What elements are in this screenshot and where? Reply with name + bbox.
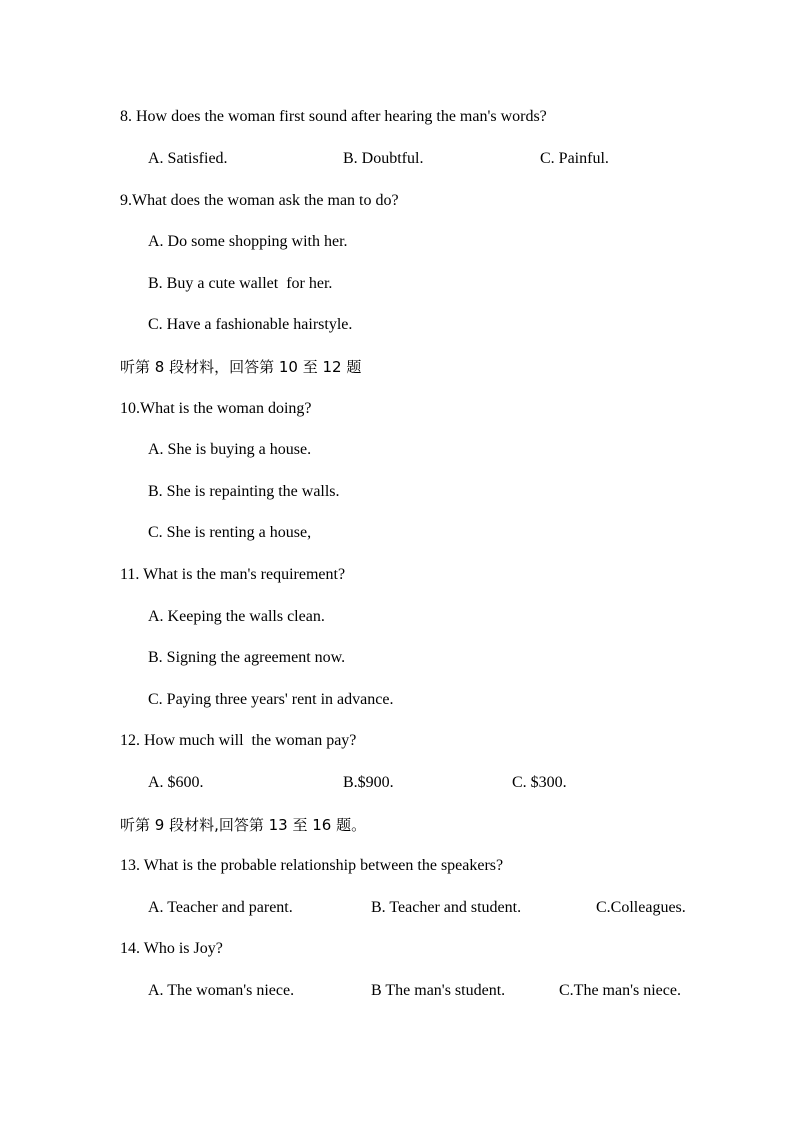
- question-14-option-a: A. The woman's niece.: [148, 982, 295, 999]
- question-12-option-a: A. $600.: [148, 774, 204, 791]
- question-9-option-c: C. Have a fashionable hairstyle.: [148, 316, 353, 333]
- question-12-options: [148, 773, 708, 793]
- question-8-option-b: B. Doubtful.: [343, 150, 424, 167]
- question-9-option-b: B. Buy a cute wallet for her.: [148, 275, 333, 292]
- question-13-option-a: A. Teacher and parent.: [148, 899, 293, 916]
- question-9-stem: 9.What does the woman ask the man to do?: [120, 192, 399, 209]
- question-11-option-a: A. Keeping the walls clean.: [148, 608, 325, 625]
- question-12-option-c: C. $300.: [512, 774, 567, 791]
- question-12-option-b: B.$900.: [343, 774, 394, 791]
- question-8-option-c: C. Painful.: [540, 150, 609, 167]
- question-8-options: [148, 149, 708, 169]
- question-11-stem: 11. What is the man's requirement?: [120, 566, 346, 583]
- question-10-option-b: B. She is repainting the walls.: [148, 483, 340, 500]
- question-9-option-a: A. Do some shopping with her.: [148, 233, 348, 250]
- question-14-stem: 14. Who is Joy?: [120, 940, 223, 957]
- question-10-option-a: A. She is buying a house.: [148, 441, 312, 458]
- section-9-heading: 听第 9 段材料,回答第 13 至 16 题。: [120, 816, 367, 834]
- question-11-option-b: B. Signing the agreement now.: [148, 649, 346, 666]
- question-13-options: [148, 898, 708, 918]
- question-14-option-c: C.The man's niece.: [559, 982, 681, 999]
- question-13-option-b: B. Teacher and student.: [371, 899, 522, 916]
- section-8-heading: 听第 8 段材料，回答第 10 至 12 题: [120, 358, 362, 376]
- question-10-option-c: C. She is renting a house,: [148, 524, 312, 541]
- question-10-stem: 10.What is the woman doing?: [120, 400, 312, 417]
- question-13-option-c: C.Colleagues.: [596, 899, 686, 916]
- question-12-stem: 12. How much will the woman pay?: [120, 732, 357, 749]
- question-14-option-b: B The man's student.: [371, 982, 506, 999]
- question-14-options: [148, 981, 708, 1001]
- question-8-option-a: A. Satisfied.: [148, 150, 228, 167]
- question-8-stem: 8. How does the woman first sound after hearing the man's words?: [120, 108, 547, 125]
- question-11-option-c: C. Paying three years' rent in advance.: [148, 691, 394, 708]
- question-13-stem: 13. What is the probable relationship between the speakers?: [120, 857, 504, 874]
